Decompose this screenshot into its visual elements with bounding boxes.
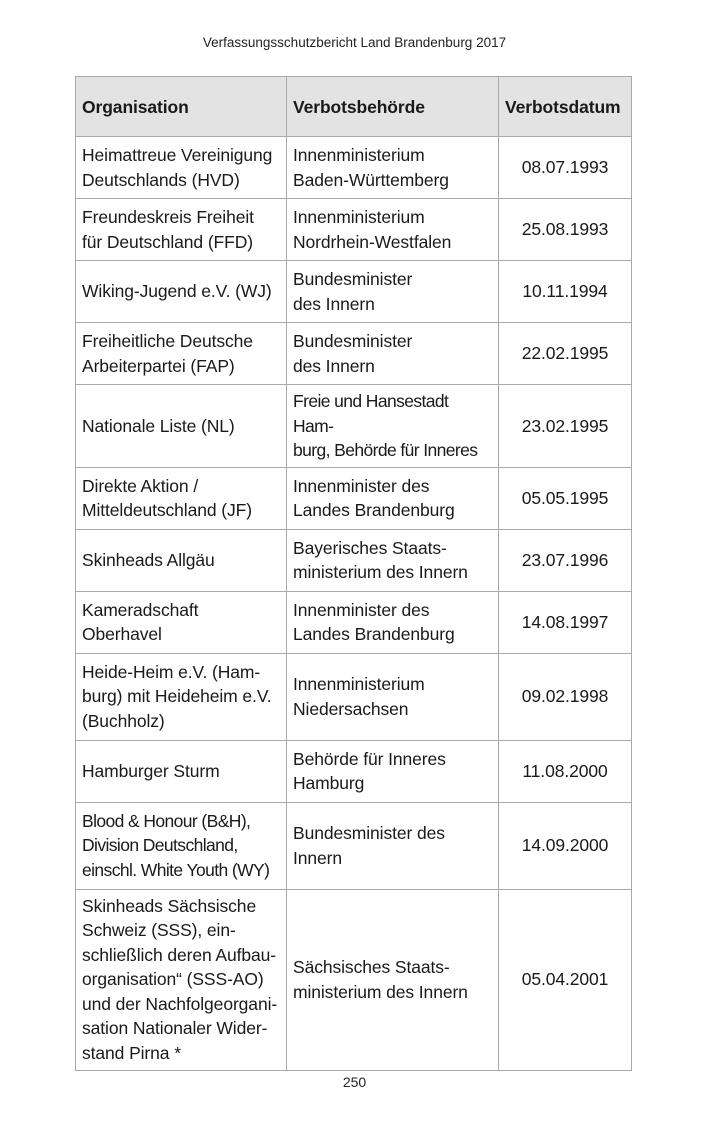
cell-verbotsdatum: 05.05.1995 — [499, 467, 632, 529]
cell-verbotsdatum: 22.02.1995 — [499, 323, 632, 385]
column-header-verbotsdatum: Verbotsdatum — [499, 77, 632, 137]
cell-verbotsdatum: 09.02.1998 — [499, 653, 632, 740]
cell-organisation: Hamburger Sturm — [76, 740, 287, 802]
cell-verbotsbehoerde: Bundesminister des Innern — [287, 261, 499, 323]
column-header-verbotsbehoerde: Verbotsbehörde — [287, 77, 499, 137]
cell-verbotsbehoerde: Bundesminister des Innern — [287, 323, 499, 385]
table-row — [76, 323, 632, 385]
cell-verbotsdatum: 23.02.1995 — [499, 385, 632, 468]
cell-verbotsdatum: 10.11.1994 — [499, 261, 632, 323]
table-row — [76, 740, 632, 802]
cell-verbotsdatum: 14.09.2000 — [499, 802, 632, 889]
cell-organisation: Kameradschaft Oberhavel — [76, 591, 287, 653]
running-header: Verfassungsschutzbericht Land Brandenburg 2017 — [202, 35, 507, 50]
table-row — [76, 529, 632, 591]
cell-verbotsdatum: 05.04.2001 — [499, 889, 632, 1070]
cell-verbotsbehoerde: Bundesminister des Innern — [287, 802, 499, 889]
cell-verbotsbehoerde: Innenministerium Niedersachsen — [287, 653, 499, 740]
table-row — [76, 802, 632, 889]
cell-organisation: Blood & Honour (B&H), Division Deutschland, einschl. White Youth (WY) — [76, 802, 287, 889]
cell-organisation: Freiheitliche Deutsche Arbeiterpartei (FAP) — [76, 323, 287, 385]
cell-verbotsbehoerde: Innenministerium Nordrhein-Westfalen — [287, 199, 499, 261]
cell-verbotsbehoerde: Innenministerium Baden-Württemberg — [287, 137, 499, 199]
cell-organisation: Heide-Heim e.V. (Ham- burg) mit Heideheim e.V. (Buchholz) — [76, 653, 287, 740]
cell-verbotsdatum: 11.08.2000 — [499, 740, 632, 802]
table-row — [76, 467, 632, 529]
table-row — [76, 889, 632, 1070]
ban-table — [75, 76, 632, 1071]
cell-verbotsdatum: 25.08.1993 — [499, 199, 632, 261]
cell-verbotsbehoerde: Freie und Hansestadt Ham- burg, Behörde für Inneres — [287, 385, 499, 468]
cell-organisation: Wiking-Jugend e.V. (WJ) — [76, 261, 287, 323]
table-row — [76, 137, 632, 199]
cell-organisation: Direkte Aktion / Mitteldeutschland (JF) — [76, 467, 287, 529]
column-header-organisation: Organisation — [76, 77, 287, 137]
cell-verbotsdatum: 14.08.1997 — [499, 591, 632, 653]
cell-organisation: Skinheads Sächsische Schweiz (SSS), ein- schließlich deren Aufbau- organisation“ (SSS-AO) und der Nachfolgeorgani- sation Nationaler Wider- stand Pirna * — [76, 889, 287, 1070]
cell-verbotsdatum: 23.07.1996 — [499, 529, 632, 591]
table-header-row — [76, 77, 632, 137]
cell-verbotsbehoerde: Innenminister des Landes Brandenburg — [287, 467, 499, 529]
page-number: 250 — [342, 1074, 367, 1090]
cell-verbotsbehoerde: Bayerisches Staats- ministerium des Innern — [287, 529, 499, 591]
cell-organisation: Nationale Liste (NL) — [76, 385, 287, 468]
cell-organisation: Skinheads Allgäu — [76, 529, 287, 591]
table-row — [76, 653, 632, 740]
table-row — [76, 199, 632, 261]
table-row — [76, 591, 632, 653]
table-row — [76, 261, 632, 323]
cell-organisation: Freundeskreis Freiheit für Deutschland (FFD) — [76, 199, 287, 261]
table-row — [76, 385, 632, 468]
cell-verbotsbehoerde: Innenminister des Landes Brandenburg — [287, 591, 499, 653]
cell-verbotsdatum: 08.07.1993 — [499, 137, 632, 199]
cell-organisation: Heimattreue Vereinigung Deutschlands (HVD) — [76, 137, 287, 199]
cell-verbotsbehoerde: Sächsisches Staats- ministerium des Innern — [287, 889, 499, 1070]
cell-verbotsbehoerde: Behörde für Inneres Hamburg — [287, 740, 499, 802]
